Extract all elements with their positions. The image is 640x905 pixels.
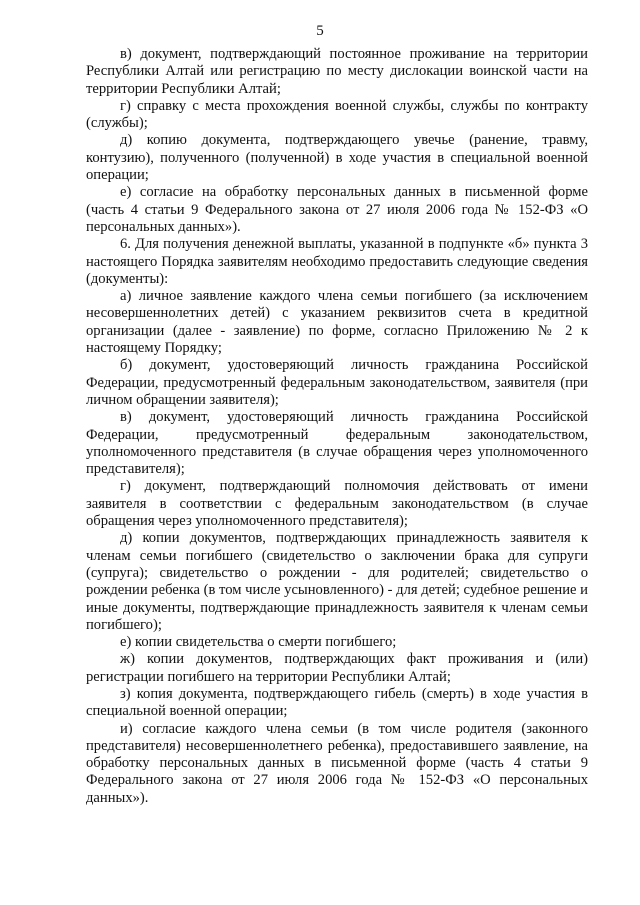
page-number: 5 [316,23,324,39]
paragraph-family-data-consent: и) согласие каждого члена семьи (в том числе родителя (законного представителя) несовершеннолетнего ребенка), предоставившего заявление, на обработку персональных данных в письменной форме (часть 4 статьи 9 Федерального закона от 27 июля 2006 года № 152-ФЗ «О персональных данных»). [86,720,588,806]
document-body [86,46,588,807]
paragraph-applicant-identity: б) документ, удостоверяющий личность гражданина Российской Федерации, предусмотренный федеральным законодательством, заявителя (при личном обращении заявителя); [86,357,588,408]
paragraph-injury-document: д) копию документа, подтверждающего увечье (ранение, травму, контузию), полученного (полученной) в ходе участия в специальной военной операции; [86,132,588,184]
paragraph-family-documents: д) копии документов, подтверждающих принадлежность заявителя к членам семьи погибшего (свидетельство о заключении брака для супруги (супруга); свидетельство о рождении - для родителей; свидетельство о рождении ребенка (в том числе усыновленного) - для детей; судебное решение и иные документы, подтверждающие принадлежность заявителя к членам семьи погибшего); [86,530,588,633]
paragraph-residence-document: в) документ, подтверждающий постоянное проживание на территории Республики Алтай или регистрацию по месту дислокации воинской части на территории Республики Алтай; [86,46,588,97]
paragraph-death-in-operation: з) копия документа, подтверждающего гибель (смерть) в ходе участия в специальной военной операции; [86,685,588,720]
paragraph-item-6: 6. Для получения денежной выплаты, указанной в подпункте «б» пункта 3 настоящего Порядка заявителям необходимо предоставить следующие сведения (документы): [86,236,588,287]
paragraph-data-consent: е) согласие на обработку персональных данных в письменной форме (часть 4 статьи 9 Федерального закона от 27 июля 2006 года № 152-ФЗ «О персональных данных»). [86,184,588,235]
paragraph-death-certificate: е) копии свидетельства о смерти погибшего; [120,634,397,651]
paragraph-representative-identity: в) документ, удостоверяющий личность гражданина Российской Федерации, предусмотренный федеральным законодательством, уполномоченного представителя (в случае обращения через уполномоченного представителя); [86,409,588,478]
paragraph-residence-of-deceased: ж) копии документов, подтверждающих факт проживания и (или) регистрации погибшего на территории Республики Алтай; [86,651,588,685]
paragraph-personal-application: а) личное заявление каждого члена семьи погибшего (за исключением несовершеннолетних детей) с указанием реквизитов счета в кредитной организации (далее - заявление) по форме, согласно Приложению № 2 к настоящему Порядку; [86,288,588,357]
paragraph-authority-document: г) документ, подтверждающий полномочия действовать от имени заявителя в соответствии с федеральным законодательством (в случае обращения через уполномоченного представителя); [86,478,588,530]
paragraph-service-certificate: г) справку с места прохождения военной службы, службы по контракту (службы); [86,97,588,132]
